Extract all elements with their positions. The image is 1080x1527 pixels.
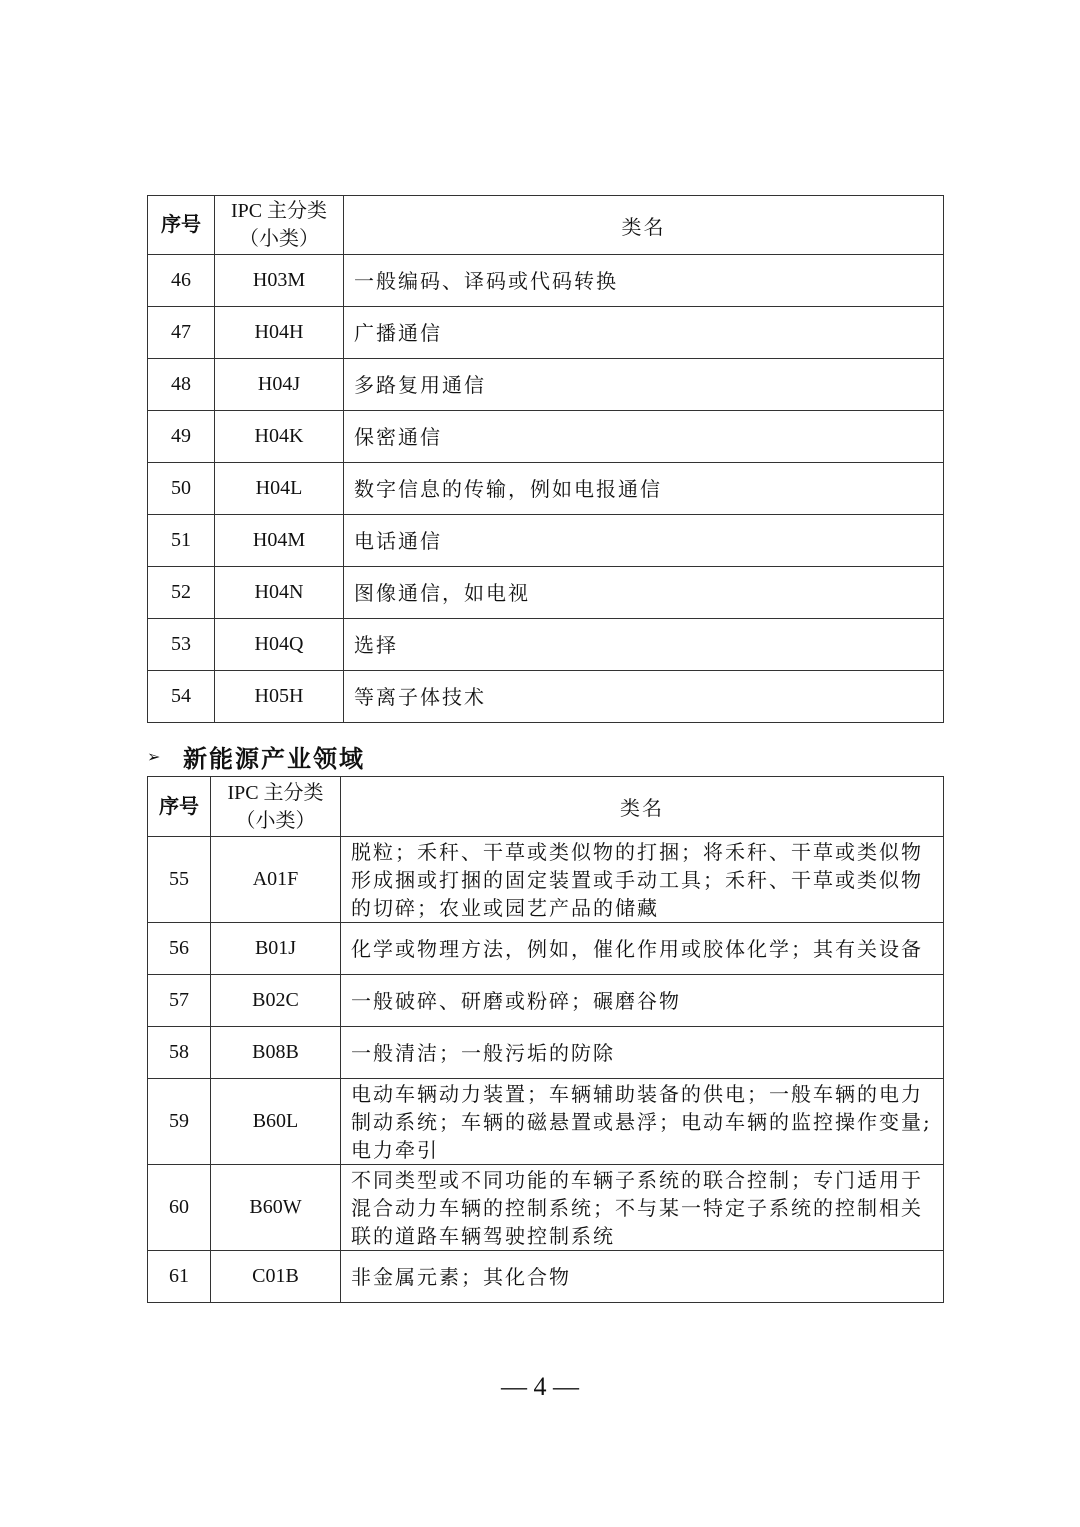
- ipc-code-cell: A01F: [211, 837, 341, 923]
- class-name-cell: 脱粒；禾秆、干草或类似物的打捆；将禾秆、干草或类似物形成捆或打捆的固定装置或手动工具；禾秆、干草或类似物的切碎；农业或园艺产品的储藏: [341, 837, 944, 923]
- serial-number-cell: 47: [148, 307, 215, 359]
- header-class-name: 类名: [344, 196, 944, 255]
- header-serial-number: 序号: [148, 196, 215, 255]
- class-name-cell: 化学或物理方法，例如，催化作用或胶体化学；其有关设备: [341, 923, 944, 975]
- table-row: [148, 619, 944, 671]
- section-heading: [147, 738, 365, 774]
- table-header-row: [148, 196, 944, 255]
- section-title: 新能源产业领域: [183, 744, 365, 773]
- table-row: [148, 1165, 944, 1251]
- table-row: [148, 567, 944, 619]
- class-name-cell: 多路复用通信: [344, 359, 944, 411]
- ipc-code-cell: H04H: [215, 307, 344, 359]
- page-number: — 4 —: [501, 1372, 579, 1401]
- serial-number-cell: 53: [148, 619, 215, 671]
- serial-number-cell: 55: [148, 837, 211, 923]
- serial-number-cell: 60: [148, 1165, 211, 1251]
- header-class-name: 类名: [341, 777, 944, 837]
- table-row: [148, 1027, 944, 1079]
- table-row: [148, 837, 944, 923]
- ipc-code-cell: H04M: [215, 515, 344, 567]
- table-row: [148, 1251, 944, 1303]
- ipc-code-cell: B01J: [211, 923, 341, 975]
- class-name-cell: 数字信息的传输，例如电报通信: [344, 463, 944, 515]
- ipc-code-cell: B02C: [211, 975, 341, 1027]
- class-name-cell: 一般清洁；一般污垢的防除: [341, 1027, 944, 1079]
- class-name-cell: 选择: [344, 619, 944, 671]
- serial-number-cell: 59: [148, 1079, 211, 1165]
- arrow-bullet-icon: ➢: [147, 746, 163, 766]
- serial-number-cell: 56: [148, 923, 211, 975]
- serial-number-cell: 54: [148, 671, 215, 723]
- table-row: [148, 1079, 944, 1165]
- class-name-cell: 图像通信，如电视: [344, 567, 944, 619]
- serial-number-cell: 49: [148, 411, 215, 463]
- table-row: [148, 975, 944, 1027]
- class-name-cell: 等离子体技术: [344, 671, 944, 723]
- header-ipc-class-line2: （小类）: [239, 228, 319, 250]
- table-row: [148, 463, 944, 515]
- class-name-cell: 保密通信: [344, 411, 944, 463]
- table-row: [148, 255, 944, 307]
- ipc-code-cell: H04Q: [215, 619, 344, 671]
- ipc-code-cell: B60W: [211, 1165, 341, 1251]
- serial-number-cell: 50: [148, 463, 215, 515]
- class-name-cell: 一般编码、译码或代码转换: [344, 255, 944, 307]
- table-header-row: [148, 777, 944, 837]
- header-ipc-class: [215, 196, 344, 255]
- class-name-cell: 广播通信: [344, 307, 944, 359]
- serial-number-cell: 46: [148, 255, 215, 307]
- header-serial-number: 序号: [148, 777, 211, 837]
- ipc-code-cell: B60L: [211, 1079, 341, 1165]
- ipc-code-cell: B08B: [211, 1027, 341, 1079]
- serial-number-cell: 58: [148, 1027, 211, 1079]
- ipc-table-electronics: [147, 195, 944, 723]
- serial-number-cell: 61: [148, 1251, 211, 1303]
- serial-number-cell: 48: [148, 359, 215, 411]
- ipc-code-cell: H05H: [215, 671, 344, 723]
- ipc-code-cell: H03M: [215, 255, 344, 307]
- header-ipc-class-line2: （小类）: [235, 809, 316, 832]
- class-name-cell: 电动车辆动力装置；车辆辅助装备的供电；一般车辆的电力制动系统；车辆的磁悬置或悬浮；电动车辆的监控操作变量;电力牵引: [341, 1079, 944, 1165]
- class-name-cell: 非金属元素；其化合物: [341, 1251, 944, 1303]
- header-ipc-class-line1: IPC 主分类: [227, 781, 324, 804]
- serial-number-cell: 52: [148, 567, 215, 619]
- table-body: [148, 255, 944, 723]
- serial-number-cell: 51: [148, 515, 215, 567]
- ipc-code-cell: H04L: [215, 463, 344, 515]
- table-row: [148, 923, 944, 975]
- ipc-code-cell: H04J: [215, 359, 344, 411]
- ipc-code-cell: H04K: [215, 411, 344, 463]
- table-row: [148, 671, 944, 723]
- class-name-cell: 一般破碎、研磨或粉碎；碾磨谷物: [341, 975, 944, 1027]
- table-row: [148, 359, 944, 411]
- header-ipc-class: [211, 777, 341, 837]
- ipc-table-new-energy: [147, 776, 944, 1303]
- table-row: [148, 515, 944, 567]
- class-name-cell: 不同类型或不同功能的车辆子系统的联合控制；专门适用于混合动力车辆的控制系统；不与某一特定子系统的控制相关联的道路车辆驾驶控制系统: [341, 1165, 944, 1251]
- header-ipc-class-line1: IPC 主分类: [230, 200, 328, 222]
- table-row: [148, 307, 944, 359]
- table-body: [148, 837, 944, 1303]
- serial-number-cell: 57: [148, 975, 211, 1027]
- ipc-code-cell: C01B: [211, 1251, 341, 1303]
- ipc-code-cell: H04N: [215, 567, 344, 619]
- class-name-cell: 电话通信: [344, 515, 944, 567]
- table-row: [148, 411, 944, 463]
